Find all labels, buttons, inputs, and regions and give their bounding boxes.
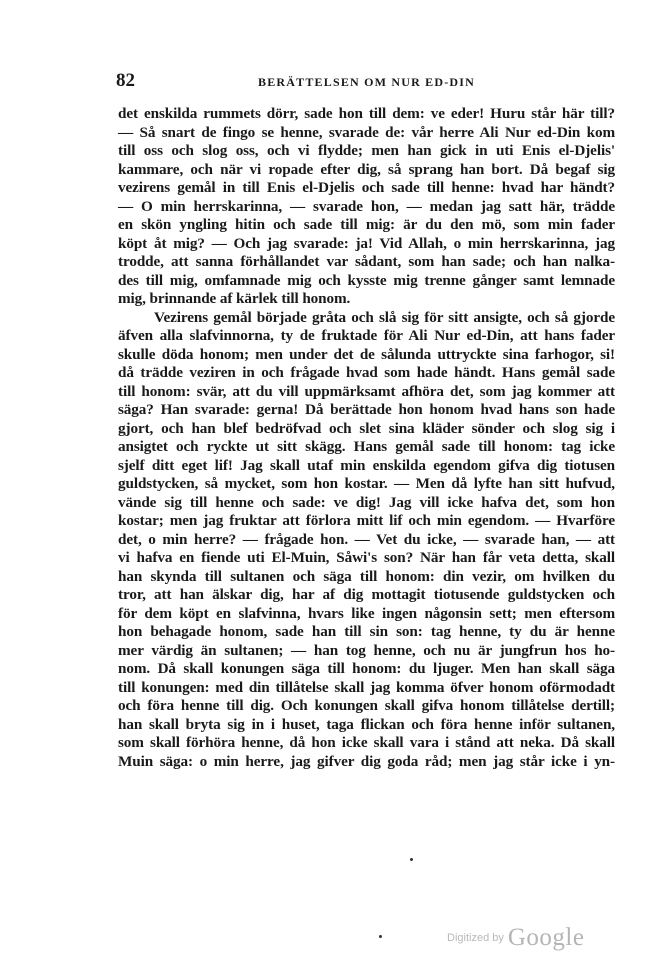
body-text (118, 105, 615, 771)
text-line: vi hafva en fiende uti El-Muin, Såwi's son? När han får veta detta, skall (118, 549, 615, 566)
text-line: en skön yngling hitin och sade till mig: är du den mö, som min fader (118, 216, 615, 233)
page-number: 82 (116, 70, 135, 91)
page-header (116, 70, 586, 96)
text-line: köpt åt mig? — Och jag svarade: ja! Vid Allah, o min herrskarinna, jag (118, 234, 615, 252)
text-line: hon behagade honom, sade han till sin son: tag henne, ty du är henne (118, 623, 615, 640)
text-line: trodde, att sanna förhållandet var sådant, som han sade; och han nalka- (118, 253, 615, 270)
text-line: des till mig, omfamnade mig och kysste mig trenne gånger samt lemnade (118, 271, 615, 289)
text-line-paragraph-end: mig, brinnande af kärlek till honom. (118, 290, 351, 307)
scan-speck (379, 935, 382, 938)
text-line: det, o min herre? — frågade hon. — Vet du icke, — svarade han, — att (118, 530, 615, 548)
digitized-by-label: Digitized by (447, 932, 504, 944)
text-line: till konungen: med din tillåtelse skall jag komma öfver honom oförmodadt (118, 678, 615, 696)
google-logo: Google (507, 924, 585, 951)
text-line: Muin säga: o min herre, jag gifver dig goda råd; men jag står icke i yn- (118, 752, 615, 770)
digitized-watermark (447, 924, 584, 954)
text-line: guldstycken, så mycket, som hon kostar. — Men då lyfte han sitt hufvud, (118, 475, 615, 492)
text-line: han skynda till sultanen och säga till honom: din vezir, om hvilken du (118, 567, 615, 585)
text-line: äfven alla slafvinnorna, ty de fruktade för Ali Nur ed-Din, att hans fader (118, 327, 615, 344)
text-line: mer värdig än sultanen; — han tog henne, och nu är jungfrun hos ho- (118, 641, 615, 659)
text-line: skulle döda honom; men under det de sålunda uttryckte sina farhogor, si! (118, 345, 615, 363)
text-line: nom. Då skall konungen säga till honom: du ljuger. Men han skall säga (118, 660, 615, 677)
text-line: och föra henne till dig. Och konungen skall gifva honom tillåtelse dertill; (118, 697, 615, 714)
text-line: kostar; men jag fruktar att förlora mitt lif och min egendom. — Hvarföre (118, 512, 615, 529)
text-line: vezirens gemål in till Enis el-Djelis och sade till henne: hvad har händt? (118, 179, 615, 196)
text-line: då trädde veziren in och frågade hvad som hade händt. Hans gemål sade (118, 364, 615, 381)
text-line: kammare, och när vi ropade efter dig, så sprang han bort. Då begaf sig (118, 160, 615, 178)
text-line: tror, att han älskar dig, har af dig mottagit tiotusende guldstycken och (118, 586, 615, 603)
text-line: — O min herrskarinna, — svarade hon, — medan jag satt här, trädde (118, 197, 615, 215)
text-line: sjelf ditt eget lif! Jag skall utaf min enskilda egendom gifva dig tiotusen (118, 456, 615, 474)
running-title: BERÄTTELSEN OM NUR ED-DIN (258, 75, 476, 89)
text-line: — Så snart de fingo se henne, svarade de: vår herre Ali Nur ed-Din kom (118, 123, 615, 141)
text-line-paragraph-start: Vezirens gemål började gråta och slå sig för sitt ansigte, och så gjorde (154, 308, 615, 326)
text-line: till oss och slog oss, och vi flydde; men han gick in uti Enis el-Djelis' (118, 142, 615, 159)
text-line: för dem köpt en slafvinna, hvars like ingen någonsin sett; men eftersom (118, 604, 615, 622)
text-line: vände sig till henne och sade: ve dig! Jag vill icke hafva det, som hon (118, 493, 615, 511)
text-line: säga? Han svarade: gerna! Då berättade hon honom hvad hans son hade (118, 401, 615, 418)
text-line: ansigtet och ryckte ut sitt skägg. Hans gemål sade till honom: tag icke (118, 438, 615, 455)
text-line: han skall bryta sig in i huset, taga flickan och föra henne inför sultanen, (118, 715, 615, 733)
text-line: det enskilda rummets dörr, sade hon till dem: ve eder! Huru står här till? (118, 105, 615, 122)
text-line: gjort, och han blef bedröfvad och slet sina kläder sönder och slog sig i (118, 419, 615, 437)
text-line: till honom: svär, att du vill uppmärksamt afhöra det, som jag kommer att (118, 382, 615, 400)
scan-speck (410, 858, 413, 861)
text-line: som skall förhöra henne, då hon icke skall vara i stånd att neka. Då skall (118, 734, 615, 751)
